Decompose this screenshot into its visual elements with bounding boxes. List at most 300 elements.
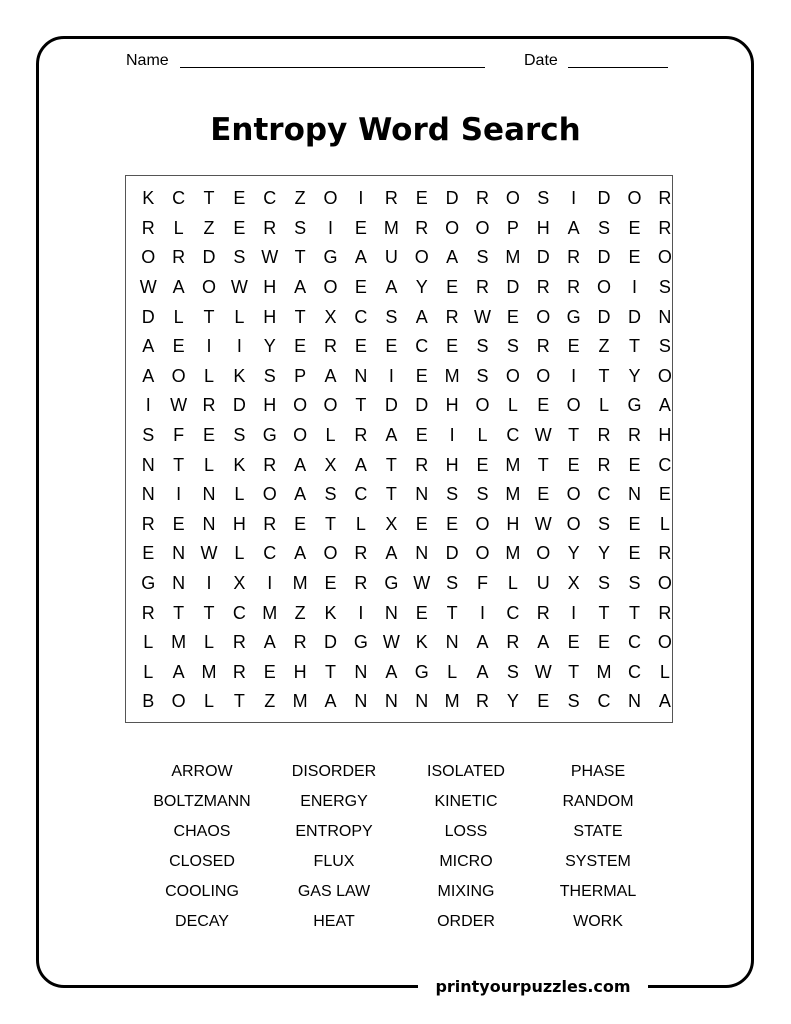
grid-letter[interactable]: L	[659, 661, 670, 682]
grid-letter[interactable]: M	[505, 454, 521, 475]
grid-letter[interactable]: A	[354, 247, 367, 268]
grid-letter[interactable]: S	[263, 365, 276, 386]
grid-letter[interactable]: C	[627, 661, 641, 682]
grid-letter[interactable]: E	[446, 277, 459, 298]
grid-letter[interactable]: X	[324, 306, 337, 327]
grid-letter[interactable]: M	[444, 365, 460, 386]
grid-letter[interactable]: S	[446, 573, 459, 594]
grid-letter[interactable]: R	[172, 247, 186, 268]
grid-letter[interactable]: H	[293, 661, 307, 682]
grid-letter[interactable]: G	[414, 661, 429, 682]
grid-letter[interactable]: S	[446, 484, 459, 505]
grid-letter[interactable]: I	[631, 277, 637, 298]
grid-letter[interactable]: N	[172, 573, 186, 594]
grid-letter[interactable]: T	[294, 306, 306, 327]
grid-letter[interactable]: L	[143, 661, 154, 682]
grid-letter[interactable]: E	[567, 336, 580, 357]
grid-letter[interactable]: A	[142, 336, 155, 357]
grid-letter[interactable]: G	[384, 573, 399, 594]
grid-letter[interactable]: C	[263, 188, 277, 209]
grid-letter[interactable]: R	[354, 543, 368, 564]
grid-letter[interactable]: R	[263, 217, 277, 238]
grid-letter[interactable]: K	[324, 602, 337, 623]
grid-letter[interactable]: R	[475, 691, 489, 712]
grid-letter[interactable]: K	[233, 365, 246, 386]
grid-letter[interactable]: H	[445, 454, 459, 475]
grid-letter[interactable]: R	[658, 217, 672, 238]
grid-letter[interactable]: T	[446, 602, 458, 623]
grid-letter[interactable]: S	[537, 188, 550, 209]
grid-letter[interactable]: M	[444, 691, 460, 712]
grid-letter[interactable]: R	[202, 395, 216, 416]
grid-letter[interactable]: O	[566, 513, 581, 534]
grid-letter[interactable]: A	[446, 247, 459, 268]
grid-letter[interactable]: T	[537, 454, 549, 475]
grid-letter[interactable]: L	[507, 573, 518, 594]
grid-letter[interactable]: I	[267, 573, 273, 594]
grid-letter[interactable]: G	[627, 395, 642, 416]
grid-letter[interactable]: D	[536, 247, 550, 268]
grid-letter[interactable]: W	[534, 513, 552, 534]
grid-letter[interactable]: D	[597, 188, 611, 209]
grid-letter[interactable]: R	[263, 513, 277, 534]
grid-letter[interactable]: I	[479, 602, 485, 623]
grid-letter[interactable]: P	[294, 365, 307, 386]
grid-letter[interactable]: E	[233, 217, 246, 238]
grid-letter[interactable]: N	[354, 691, 368, 712]
grid-letter[interactable]: A	[415, 306, 428, 327]
grid-letter[interactable]: Z	[598, 336, 610, 357]
grid-letter[interactable]: O	[445, 217, 460, 238]
grid-letter[interactable]: E	[142, 543, 155, 564]
grid-letter[interactable]: T	[385, 454, 397, 475]
grid-letter[interactable]: N	[354, 661, 368, 682]
grid-letter[interactable]: I	[236, 336, 242, 357]
grid-letter[interactable]: R	[536, 336, 550, 357]
grid-letter[interactable]: C	[627, 632, 641, 653]
grid-letter[interactable]: D	[445, 543, 459, 564]
grid-letter[interactable]: S	[628, 573, 641, 594]
grid-letter[interactable]: O	[657, 247, 672, 268]
grid-letter[interactable]: U	[384, 247, 398, 268]
grid-letter[interactable]: X	[324, 454, 337, 475]
grid-letter[interactable]: C	[506, 602, 520, 623]
grid-letter[interactable]: R	[384, 188, 398, 209]
grid-letter[interactable]: A	[294, 277, 307, 298]
grid-letter[interactable]: C	[597, 484, 611, 505]
grid-letter[interactable]: A	[385, 661, 398, 682]
grid-letter[interactable]: A	[476, 632, 489, 653]
grid-letter[interactable]: Z	[294, 188, 306, 209]
grid-letter[interactable]: L	[143, 632, 154, 653]
grid-letter[interactable]: L	[234, 306, 245, 327]
grid-letter[interactable]: E	[446, 336, 459, 357]
grid-letter[interactable]: A	[354, 454, 367, 475]
grid-letter[interactable]: O	[293, 395, 308, 416]
grid-letter[interactable]: E	[628, 543, 641, 564]
grid-letter[interactable]: I	[206, 336, 212, 357]
grid-letter[interactable]: S	[142, 425, 155, 446]
grid-letter[interactable]: M	[505, 543, 521, 564]
grid-letter[interactable]: S	[294, 217, 307, 238]
grid-letter[interactable]: L	[447, 661, 458, 682]
grid-letter[interactable]: E	[294, 336, 307, 357]
grid-letter[interactable]: T	[598, 602, 610, 623]
grid-letter[interactable]: E	[537, 484, 550, 505]
grid-letter[interactable]: O	[323, 277, 338, 298]
grid-letter[interactable]: Y	[506, 691, 519, 712]
grid-letter[interactable]: X	[385, 513, 398, 534]
grid-letter[interactable]: E	[628, 513, 641, 534]
grid-letter[interactable]: E	[415, 513, 428, 534]
grid-letter[interactable]: O	[475, 217, 490, 238]
grid-letter[interactable]: R	[536, 602, 550, 623]
grid-letter[interactable]: D	[627, 306, 641, 327]
grid-letter[interactable]: O	[536, 365, 551, 386]
grid-letter[interactable]: R	[141, 217, 155, 238]
grid-letter[interactable]: W	[413, 573, 431, 594]
grid-letter[interactable]: S	[598, 513, 611, 534]
grid-letter[interactable]: O	[627, 188, 642, 209]
grid-letter[interactable]: D	[445, 188, 459, 209]
grid-letter[interactable]: C	[354, 306, 368, 327]
grid-letter[interactable]: Y	[567, 543, 580, 564]
grid-letter[interactable]: C	[354, 484, 368, 505]
grid-letter[interactable]: I	[206, 573, 212, 594]
grid-letter[interactable]: T	[628, 602, 640, 623]
grid-letter[interactable]: R	[263, 454, 277, 475]
grid-letter[interactable]: O	[566, 484, 581, 505]
grid-letter[interactable]: C	[506, 425, 520, 446]
grid-letter[interactable]: O	[414, 247, 429, 268]
grid-letter[interactable]: L	[203, 632, 214, 653]
grid-letter[interactable]: E	[567, 632, 580, 653]
grid-letter[interactable]: L	[203, 691, 214, 712]
grid-letter[interactable]: K	[233, 454, 246, 475]
grid-letter[interactable]: G	[353, 632, 368, 653]
grid-letter[interactable]: E	[415, 425, 428, 446]
grid-letter[interactable]: E	[476, 454, 489, 475]
grid-letter[interactable]: X	[567, 573, 580, 594]
grid-letter[interactable]: E	[628, 454, 641, 475]
grid-letter[interactable]: L	[325, 425, 336, 446]
grid-letter[interactable]: O	[475, 543, 490, 564]
grid-letter[interactable]: T	[325, 661, 337, 682]
grid-letter[interactable]: R	[627, 425, 641, 446]
grid-letter[interactable]: H	[536, 217, 550, 238]
grid-letter[interactable]: M	[596, 661, 612, 682]
grid-letter[interactable]: A	[142, 365, 155, 386]
grid-letter[interactable]: T	[568, 425, 580, 446]
grid-letter[interactable]: A	[658, 395, 671, 416]
grid-letter[interactable]: W	[473, 306, 491, 327]
grid-letter[interactable]: N	[384, 691, 398, 712]
grid-letter[interactable]: L	[173, 306, 184, 327]
grid-letter[interactable]: E	[263, 661, 276, 682]
grid-letter[interactable]: R	[232, 661, 246, 682]
grid-letter[interactable]: R	[415, 217, 429, 238]
grid-letter[interactable]: Y	[415, 277, 428, 298]
grid-letter[interactable]: Z	[264, 691, 276, 712]
grid-letter[interactable]: I	[358, 602, 364, 623]
grid-letter[interactable]: A	[476, 661, 489, 682]
grid-letter[interactable]: E	[537, 395, 550, 416]
grid-letter[interactable]: N	[658, 306, 672, 327]
grid-letter[interactable]: K	[415, 632, 428, 653]
name-field[interactable]	[180, 67, 485, 68]
grid-letter[interactable]: M	[292, 691, 308, 712]
grid-letter[interactable]: Y	[598, 543, 611, 564]
grid-letter[interactable]: I	[328, 217, 334, 238]
grid-letter[interactable]: T	[173, 602, 185, 623]
grid-letter[interactable]: M	[171, 632, 187, 653]
grid-letter[interactable]: O	[141, 247, 156, 268]
grid-letter[interactable]: D	[384, 395, 398, 416]
grid-letter[interactable]: O	[323, 395, 338, 416]
grid-letter[interactable]: E	[294, 513, 307, 534]
grid-letter[interactable]: A	[567, 217, 580, 238]
grid-letter[interactable]: A	[294, 543, 307, 564]
grid-letter[interactable]: D	[415, 395, 429, 416]
grid-letter[interactable]: W	[139, 277, 157, 298]
grid-letter[interactable]: S	[598, 573, 611, 594]
grid-letter[interactable]: Y	[628, 365, 641, 386]
grid-letter[interactable]: N	[415, 484, 429, 505]
grid-letter[interactable]: D	[597, 247, 611, 268]
grid-letter[interactable]: G	[323, 247, 338, 268]
grid-letter[interactable]: L	[659, 513, 670, 534]
grid-letter[interactable]: R	[567, 247, 581, 268]
grid-letter[interactable]: N	[384, 602, 398, 623]
grid-letter[interactable]: E	[537, 691, 550, 712]
grid-letter[interactable]: O	[597, 277, 612, 298]
grid-letter[interactable]: E	[415, 188, 428, 209]
grid-letter[interactable]: O	[262, 484, 277, 505]
grid-letter[interactable]: M	[201, 661, 217, 682]
grid-letter[interactable]: I	[145, 395, 151, 416]
grid-letter[interactable]: R	[506, 632, 520, 653]
grid-letter[interactable]: R	[293, 632, 307, 653]
grid-letter[interactable]: O	[293, 425, 308, 446]
grid-letter[interactable]: I	[449, 425, 455, 446]
grid-letter[interactable]: L	[355, 513, 366, 534]
grid-letter[interactable]: C	[597, 691, 611, 712]
grid-letter[interactable]: T	[598, 365, 610, 386]
grid-letter[interactable]: O	[323, 188, 338, 209]
grid-letter[interactable]: O	[657, 573, 672, 594]
grid-letter[interactable]: R	[567, 277, 581, 298]
grid-letter[interactable]: C	[172, 188, 186, 209]
grid-letter[interactable]: T	[355, 395, 367, 416]
grid-letter[interactable]: R	[445, 306, 459, 327]
grid-letter[interactable]: O	[475, 513, 490, 534]
grid-letter[interactable]: N	[172, 543, 186, 564]
grid-letter[interactable]: N	[141, 454, 155, 475]
grid-letter[interactable]: S	[476, 365, 489, 386]
grid-letter[interactable]: E	[354, 217, 367, 238]
grid-letter[interactable]: K	[142, 188, 155, 209]
grid-letter[interactable]: E	[385, 336, 398, 357]
grid-letter[interactable]: T	[203, 306, 215, 327]
grid-letter[interactable]: E	[628, 247, 641, 268]
grid-letter[interactable]: M	[505, 484, 521, 505]
grid-letter[interactable]: R	[475, 188, 489, 209]
grid-letter[interactable]: G	[141, 573, 156, 594]
grid-letter[interactable]: I	[571, 602, 577, 623]
grid-letter[interactable]: W	[170, 395, 188, 416]
grid-letter[interactable]: F	[476, 573, 488, 594]
grid-letter[interactable]: W	[382, 632, 400, 653]
grid-letter[interactable]: H	[658, 425, 672, 446]
grid-letter[interactable]: S	[385, 306, 398, 327]
grid-letter[interactable]: H	[263, 306, 277, 327]
grid-letter[interactable]: Z	[294, 602, 306, 623]
grid-letter[interactable]: A	[385, 425, 398, 446]
grid-letter[interactable]: A	[537, 632, 550, 653]
grid-letter[interactable]: S	[658, 336, 671, 357]
grid-letter[interactable]: O	[475, 395, 490, 416]
grid-letter[interactable]: D	[506, 277, 520, 298]
grid-letter[interactable]: G	[262, 425, 277, 446]
grid-letter[interactable]: T	[203, 602, 215, 623]
grid-letter[interactable]: O	[171, 365, 186, 386]
grid-letter[interactable]: M	[505, 247, 521, 268]
grid-letter[interactable]: L	[234, 543, 245, 564]
grid-letter[interactable]: Y	[263, 336, 276, 357]
grid-letter[interactable]: C	[415, 336, 429, 357]
grid-letter[interactable]: E	[628, 217, 641, 238]
grid-letter[interactable]: S	[233, 247, 246, 268]
grid-letter[interactable]: W	[534, 425, 552, 446]
grid-letter[interactable]: A	[324, 691, 337, 712]
grid-letter[interactable]: T	[173, 454, 185, 475]
grid-letter[interactable]: E	[567, 454, 580, 475]
grid-letter[interactable]: C	[232, 602, 246, 623]
grid-letter[interactable]: N	[202, 484, 216, 505]
grid-letter[interactable]: T	[628, 336, 640, 357]
grid-letter[interactable]: A	[385, 543, 398, 564]
grid-letter[interactable]: E	[415, 602, 428, 623]
grid-letter[interactable]: E	[202, 425, 215, 446]
grid-letter[interactable]: R	[354, 425, 368, 446]
grid-letter[interactable]: H	[445, 395, 459, 416]
grid-letter[interactable]: S	[567, 691, 580, 712]
grid-letter[interactable]: P	[506, 217, 519, 238]
grid-letter[interactable]: A	[324, 365, 337, 386]
grid-letter[interactable]: E	[658, 484, 671, 505]
grid-letter[interactable]: E	[172, 513, 185, 534]
grid-letter[interactable]: N	[354, 365, 368, 386]
grid-letter[interactable]: T	[233, 691, 245, 712]
grid-letter[interactable]: U	[536, 573, 550, 594]
grid-letter[interactable]: B	[142, 691, 155, 712]
grid-letter[interactable]: A	[172, 661, 185, 682]
grid-letter[interactable]: L	[477, 425, 488, 446]
grid-letter[interactable]: I	[571, 188, 577, 209]
grid-letter[interactable]: O	[657, 632, 672, 653]
grid-letter[interactable]: L	[203, 454, 214, 475]
grid-letter[interactable]: W	[230, 277, 248, 298]
grid-letter[interactable]: A	[385, 277, 398, 298]
grid-letter[interactable]: E	[324, 573, 337, 594]
grid-letter[interactable]: H	[232, 513, 246, 534]
grid-letter[interactable]: G	[566, 306, 581, 327]
grid-letter[interactable]: E	[354, 277, 367, 298]
grid-letter[interactable]: T	[385, 484, 397, 505]
grid-letter[interactable]: R	[141, 513, 155, 534]
grid-letter[interactable]: R	[658, 602, 672, 623]
grid-letter[interactable]: O	[566, 395, 581, 416]
grid-letter[interactable]: N	[445, 632, 459, 653]
grid-letter[interactable]: N	[627, 691, 641, 712]
grid-letter[interactable]: O	[657, 365, 672, 386]
grid-letter[interactable]: N	[415, 691, 429, 712]
grid-letter[interactable]: T	[294, 247, 306, 268]
grid-letter[interactable]: S	[233, 425, 246, 446]
grid-letter[interactable]: I	[388, 365, 394, 386]
grid-letter[interactable]: C	[658, 454, 672, 475]
grid-letter[interactable]: S	[598, 217, 611, 238]
grid-letter[interactable]: R	[324, 336, 338, 357]
grid-letter[interactable]: R	[141, 602, 155, 623]
grid-letter[interactable]: O	[536, 543, 551, 564]
date-field[interactable]	[568, 67, 668, 68]
grid-letter[interactable]: T	[568, 661, 580, 682]
grid-letter[interactable]: F	[173, 425, 185, 446]
grid-letter[interactable]: L	[203, 365, 214, 386]
grid-letter[interactable]: M	[383, 217, 399, 238]
grid-letter[interactable]: E	[233, 188, 246, 209]
grid-letter[interactable]: N	[141, 484, 155, 505]
grid-letter[interactable]: L	[234, 484, 245, 505]
grid-letter[interactable]: I	[358, 188, 364, 209]
grid-letter[interactable]: A	[294, 454, 307, 475]
grid-letter[interactable]: S	[476, 336, 489, 357]
grid-letter[interactable]: E	[598, 632, 611, 653]
grid-letter[interactable]: D	[597, 306, 611, 327]
grid-letter[interactable]: E	[172, 336, 185, 357]
grid-letter[interactable]: R	[658, 543, 672, 564]
grid-letter[interactable]: D	[324, 632, 338, 653]
grid-letter[interactable]: I	[571, 365, 577, 386]
grid-letter[interactable]: E	[415, 365, 428, 386]
grid-letter[interactable]: D	[202, 247, 216, 268]
grid-letter[interactable]: A	[263, 632, 276, 653]
grid-letter[interactable]: D	[141, 306, 155, 327]
grid-letter[interactable]: A	[658, 691, 671, 712]
grid-letter[interactable]: L	[173, 217, 184, 238]
grid-letter[interactable]: M	[292, 573, 308, 594]
grid-letter[interactable]: A	[172, 277, 185, 298]
grid-letter[interactable]: O	[171, 691, 186, 712]
grid-letter[interactable]: O	[323, 543, 338, 564]
grid-letter[interactable]: N	[627, 484, 641, 505]
grid-letter[interactable]: H	[506, 513, 520, 534]
grid-letter[interactable]: E	[506, 306, 519, 327]
grid-letter[interactable]: L	[507, 395, 518, 416]
grid-letter[interactable]: S	[506, 336, 519, 357]
grid-letter[interactable]: R	[597, 454, 611, 475]
grid-letter[interactable]: C	[263, 543, 277, 564]
grid-letter[interactable]: S	[506, 661, 519, 682]
grid-letter[interactable]: D	[232, 395, 246, 416]
grid-letter[interactable]: N	[415, 543, 429, 564]
grid-letter[interactable]: E	[354, 336, 367, 357]
grid-letter[interactable]: O	[505, 188, 520, 209]
grid-letter[interactable]: T	[325, 513, 337, 534]
grid-letter[interactable]: S	[476, 247, 489, 268]
grid-letter[interactable]: X	[233, 573, 246, 594]
